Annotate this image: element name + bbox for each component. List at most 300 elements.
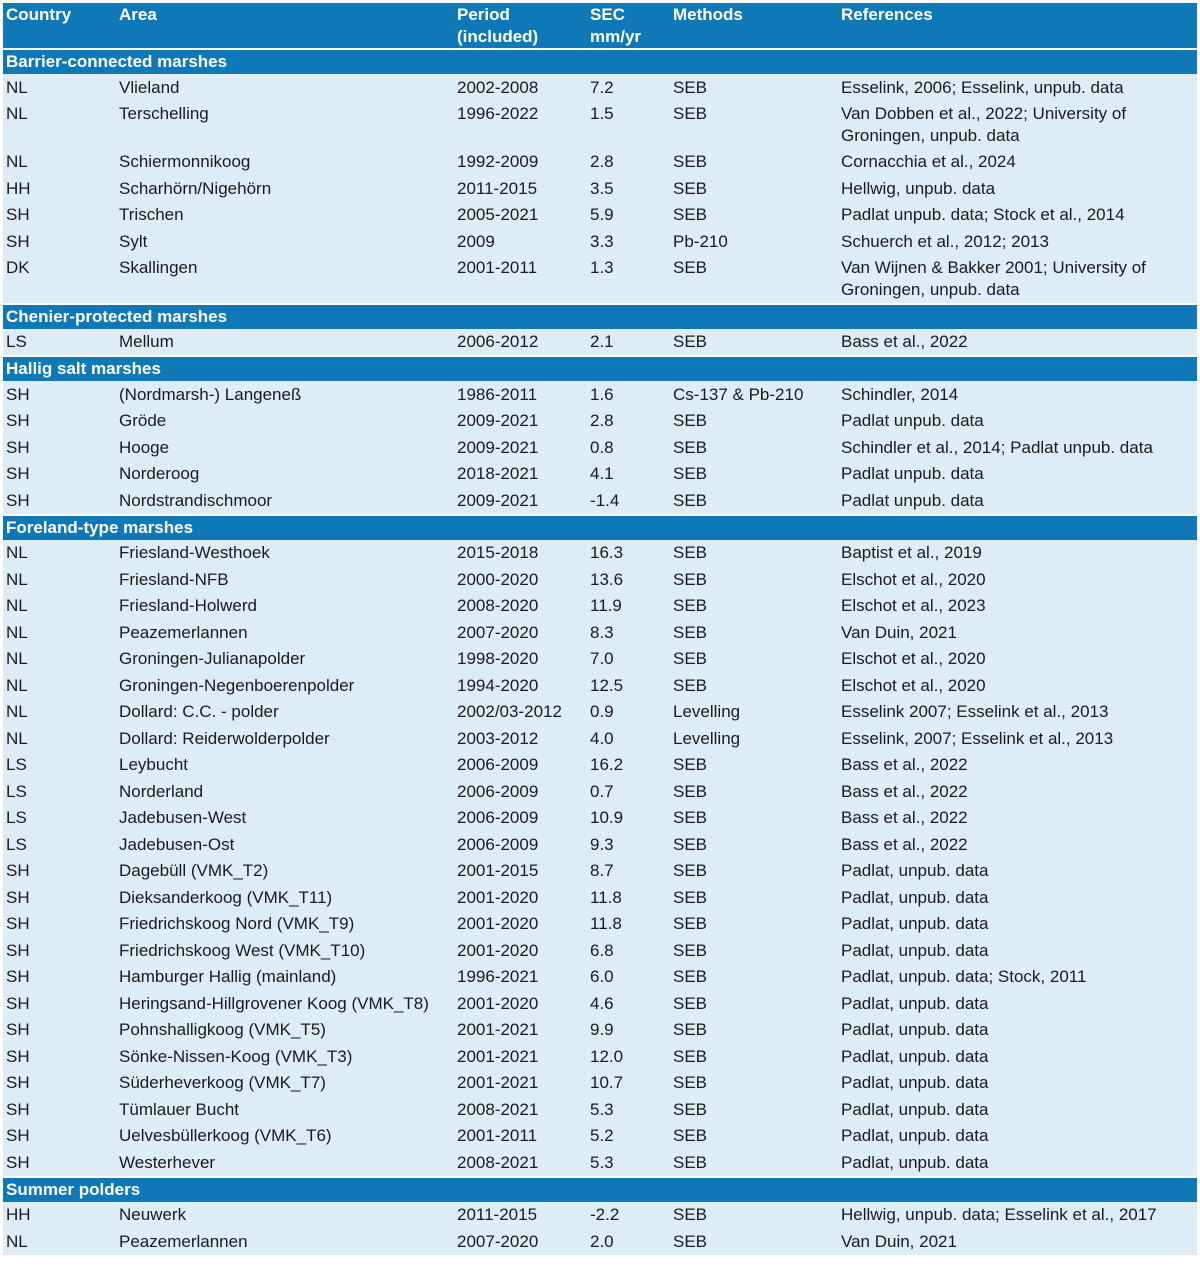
cell-area: Jadebusen-West — [116, 805, 454, 832]
cell-area: Friesland-Holwerd — [116, 593, 454, 620]
table-row — [3, 566, 1197, 593]
cell-reference: Padlat, unpub. data — [838, 1096, 1197, 1123]
cell-period: 2001-2020 — [454, 990, 587, 1017]
cell-sec: 2.8 — [587, 149, 670, 176]
cell-sec: 16.3 — [587, 540, 670, 567]
cell-area: Peazemerlannen — [116, 619, 454, 646]
cell-country: NL — [3, 646, 116, 673]
table-row — [3, 149, 1197, 176]
cell-period: 2001-2021 — [454, 1017, 587, 1044]
cell-country: SH — [3, 937, 116, 964]
table-row — [3, 778, 1197, 805]
cell-period: 2011-2015 — [454, 1202, 587, 1229]
cell-reference: Esselink, 2007; Esselink et al., 2013 — [838, 725, 1197, 752]
cell-reference: Padlat unpub. data; Stock et al., 2014 — [838, 202, 1197, 229]
cell-area: Vlieland — [116, 74, 454, 101]
cell-sec: -2.2 — [587, 1202, 670, 1229]
header-row — [3, 3, 1197, 48]
cell-sec: -1.4 — [587, 487, 670, 514]
cell-sec: 1.6 — [587, 381, 670, 408]
cell-method: SEB — [670, 805, 838, 832]
cell-reference: Van Duin, 2021 — [838, 619, 1197, 646]
cell-area: Hooge — [116, 434, 454, 461]
cell-method: SEB — [670, 175, 838, 202]
cell-area: Groningen-Julianapolder — [116, 646, 454, 673]
cell-country: SH — [3, 884, 116, 911]
cell-reference: Padlat, unpub. data — [838, 911, 1197, 938]
cell-area: Pohnshalligkoog (VMK_T5) — [116, 1017, 454, 1044]
header-references-label: References — [841, 5, 933, 24]
cell-sec: 7.2 — [587, 74, 670, 101]
cell-country: SH — [3, 858, 116, 885]
cell-country: SH — [3, 461, 116, 488]
cell-period: 2001-2011 — [454, 1123, 587, 1150]
cell-sec: 1.3 — [587, 255, 670, 303]
cell-period: 2001-2015 — [454, 858, 587, 885]
cell-country: SH — [3, 1123, 116, 1150]
cell-country: NL — [3, 101, 116, 149]
cell-period: 2001-2011 — [454, 255, 587, 303]
cell-country: SH — [3, 408, 116, 435]
cell-method: SEB — [670, 672, 838, 699]
cell-sec: 5.2 — [587, 1123, 670, 1150]
cell-area: Scharhörn/Nigehörn — [116, 175, 454, 202]
cell-area: Dollard: Reiderwolderpolder — [116, 725, 454, 752]
cell-country: NL — [3, 540, 116, 567]
cell-area: Schiermonnikoog — [116, 149, 454, 176]
cell-period: 2009-2021 — [454, 408, 587, 435]
section-title: Chenier-protected marshes — [3, 303, 1197, 329]
cell-method: SEB — [670, 990, 838, 1017]
cell-period: 2011-2015 — [454, 175, 587, 202]
table-row — [3, 1096, 1197, 1123]
cell-country: NL — [3, 74, 116, 101]
cell-sec: 13.6 — [587, 566, 670, 593]
cell-sec: 12.0 — [587, 1043, 670, 1070]
header-period-line2: (included) — [457, 27, 539, 46]
cell-sec: 11.8 — [587, 911, 670, 938]
table-row — [3, 1202, 1197, 1229]
table-row — [3, 725, 1197, 752]
cell-period: 2008-2021 — [454, 1096, 587, 1123]
header-country — [3, 3, 116, 48]
table-row — [3, 990, 1197, 1017]
cell-sec: 9.3 — [587, 831, 670, 858]
cell-method: SEB — [670, 101, 838, 149]
cell-country: LS — [3, 329, 116, 356]
cell-period: 2009-2021 — [454, 434, 587, 461]
cell-reference: Elschot et al., 2020 — [838, 566, 1197, 593]
cell-period: 2006-2009 — [454, 752, 587, 779]
table-row — [3, 699, 1197, 726]
cell-method: SEB — [670, 255, 838, 303]
cell-reference: Van Duin, 2021 — [838, 1228, 1197, 1255]
header-area — [116, 3, 454, 48]
cell-country: SH — [3, 1043, 116, 1070]
cell-sec: 10.9 — [587, 805, 670, 832]
cell-sec: 16.2 — [587, 752, 670, 779]
cell-country: NL — [3, 149, 116, 176]
cell-sec: 4.1 — [587, 461, 670, 488]
table-row — [3, 964, 1197, 991]
cell-area: Friesland-Westhoek — [116, 540, 454, 567]
cell-country: LS — [3, 778, 116, 805]
cell-period: 2018-2021 — [454, 461, 587, 488]
cell-sec: 3.5 — [587, 175, 670, 202]
cell-reference: Padlat unpub. data — [838, 487, 1197, 514]
cell-period: 2001-2020 — [454, 911, 587, 938]
cell-country: NL — [3, 593, 116, 620]
cell-method: SEB — [670, 1096, 838, 1123]
cell-area: Friesland-NFB — [116, 566, 454, 593]
cell-period: 2006-2009 — [454, 831, 587, 858]
cell-sec: 5.3 — [587, 1096, 670, 1123]
cell-reference: Padlat, unpub. data; Stock, 2011 — [838, 964, 1197, 991]
cell-method: SEB — [670, 1228, 838, 1255]
cell-area: Mellum — [116, 329, 454, 356]
cell-sec: 0.8 — [587, 434, 670, 461]
section-header-row — [3, 514, 1197, 540]
cell-period: 2002/03-2012 — [454, 699, 587, 726]
cell-country: SH — [3, 1070, 116, 1097]
cell-country: LS — [3, 752, 116, 779]
table-row — [3, 74, 1197, 101]
cell-period: 2006-2009 — [454, 778, 587, 805]
cell-sec: 0.7 — [587, 778, 670, 805]
table-row — [3, 255, 1197, 303]
cell-method: SEB — [670, 752, 838, 779]
table-row — [3, 858, 1197, 885]
cell-period: 2005-2021 — [454, 202, 587, 229]
header-sec-line1: SEC — [590, 5, 625, 24]
cell-country: SH — [3, 990, 116, 1017]
cell-sec: 4.0 — [587, 725, 670, 752]
cell-sec: 3.3 — [587, 228, 670, 255]
cell-period: 1996-2021 — [454, 964, 587, 991]
cell-reference: Padlat, unpub. data — [838, 884, 1197, 911]
table-row — [3, 1123, 1197, 1150]
cell-period: 1992-2009 — [454, 149, 587, 176]
cell-period: 2007-2020 — [454, 619, 587, 646]
table-row — [3, 911, 1197, 938]
cell-area: Sönke-Nissen-Koog (VMK_T3) — [116, 1043, 454, 1070]
cell-area: Groningen-Negenboerenpolder — [116, 672, 454, 699]
cell-country: NL — [3, 1228, 116, 1255]
cell-period: 2009 — [454, 228, 587, 255]
cell-country: DK — [3, 255, 116, 303]
cell-country: HH — [3, 1202, 116, 1229]
cell-sec: 9.9 — [587, 1017, 670, 1044]
cell-method: SEB — [670, 858, 838, 885]
cell-area: Hamburger Hallig (mainland) — [116, 964, 454, 991]
table-row — [3, 434, 1197, 461]
table-row — [3, 329, 1197, 356]
header-methods — [670, 3, 838, 48]
table-row — [3, 752, 1197, 779]
cell-area: (Nordmarsh-) Langeneß — [116, 381, 454, 408]
cell-reference: Elschot et al., 2020 — [838, 672, 1197, 699]
cell-reference: Padlat, unpub. data — [838, 1070, 1197, 1097]
cell-country: SH — [3, 1096, 116, 1123]
table-row — [3, 228, 1197, 255]
header-references — [838, 3, 1197, 48]
cell-method: SEB — [670, 566, 838, 593]
header-methods-label: Methods — [673, 5, 743, 24]
cell-method: SEB — [670, 964, 838, 991]
cell-country: NL — [3, 566, 116, 593]
cell-method: SEB — [670, 74, 838, 101]
cell-area: Gröde — [116, 408, 454, 435]
cell-reference: Padlat, unpub. data — [838, 1043, 1197, 1070]
section-title: Barrier-connected marshes — [3, 48, 1197, 74]
table-row — [3, 408, 1197, 435]
cell-reference: Baptist et al., 2019 — [838, 540, 1197, 567]
cell-method: SEB — [670, 461, 838, 488]
cell-reference: Bass et al., 2022 — [838, 805, 1197, 832]
cell-sec: 6.8 — [587, 937, 670, 964]
cell-reference: Van Wijnen & Bakker 2001; University of Groningen, unpub. data — [838, 255, 1197, 303]
table-row — [3, 461, 1197, 488]
cell-country: NL — [3, 725, 116, 752]
cell-area: Süderheverkoog (VMK_T7) — [116, 1070, 454, 1097]
cell-country: SH — [3, 434, 116, 461]
cell-country: NL — [3, 699, 116, 726]
cell-method: SEB — [670, 937, 838, 964]
cell-period: 1994-2020 — [454, 672, 587, 699]
cell-area: Skallingen — [116, 255, 454, 303]
cell-area: Westerhever — [116, 1149, 454, 1176]
cell-reference: Padlat, unpub. data — [838, 1123, 1197, 1150]
cell-period: 2015-2018 — [454, 540, 587, 567]
cell-reference: Esselink, 2006; Esselink, unpub. data — [838, 74, 1197, 101]
cell-method: SEB — [670, 1149, 838, 1176]
cell-sec: 2.8 — [587, 408, 670, 435]
section-title: Foreland-type marshes — [3, 514, 1197, 540]
cell-method: SEB — [670, 884, 838, 911]
cell-sec: 1.5 — [587, 101, 670, 149]
cell-method: SEB — [670, 149, 838, 176]
marsh-sec-table — [3, 3, 1197, 1255]
table-row — [3, 1017, 1197, 1044]
cell-period: 1986-2011 — [454, 381, 587, 408]
marsh-sec-table-container — [3, 3, 1197, 1255]
cell-period: 2007-2020 — [454, 1228, 587, 1255]
cell-area: Norderland — [116, 778, 454, 805]
cell-reference: Cornacchia et al., 2024 — [838, 149, 1197, 176]
table-row — [3, 381, 1197, 408]
cell-method: SEB — [670, 202, 838, 229]
cell-area: Friedrichskoog West (VMK_T10) — [116, 937, 454, 964]
cell-reference: Schuerch et al., 2012; 2013 — [838, 228, 1197, 255]
cell-sec: 8.3 — [587, 619, 670, 646]
cell-area: Dieksanderkoog (VMK_T11) — [116, 884, 454, 911]
cell-reference: Padlat, unpub. data — [838, 1149, 1197, 1176]
cell-area: Heringsand-Hillgrovener Koog (VMK_T8) — [116, 990, 454, 1017]
table-row — [3, 202, 1197, 229]
cell-reference: Padlat, unpub. data — [838, 937, 1197, 964]
cell-reference: Elschot et al., 2023 — [838, 593, 1197, 620]
cell-sec: 11.8 — [587, 884, 670, 911]
cell-period: 2006-2012 — [454, 329, 587, 356]
cell-reference: Padlat, unpub. data — [838, 1017, 1197, 1044]
cell-area: Norderoog — [116, 461, 454, 488]
table-row — [3, 1043, 1197, 1070]
cell-method: SEB — [670, 911, 838, 938]
cell-area: Uelvesbüllerkoog (VMK_T6) — [116, 1123, 454, 1150]
cell-period: 2001-2021 — [454, 1043, 587, 1070]
cell-method: SEB — [670, 1123, 838, 1150]
table-row — [3, 175, 1197, 202]
cell-method: Levelling — [670, 699, 838, 726]
cell-country: SH — [3, 1149, 116, 1176]
cell-sec: 2.0 — [587, 1228, 670, 1255]
header-period — [454, 3, 587, 48]
cell-method: Pb-210 — [670, 228, 838, 255]
cell-country: SH — [3, 911, 116, 938]
table-row — [3, 805, 1197, 832]
cell-country: SH — [3, 964, 116, 991]
cell-country: LS — [3, 831, 116, 858]
cell-reference: Padlat unpub. data — [838, 461, 1197, 488]
table-row — [3, 831, 1197, 858]
cell-period: 2001-2021 — [454, 1070, 587, 1097]
table-row — [3, 646, 1197, 673]
cell-country: SH — [3, 228, 116, 255]
cell-method: SEB — [670, 329, 838, 356]
cell-area: Dollard: C.C. - polder — [116, 699, 454, 726]
cell-period: 2009-2021 — [454, 487, 587, 514]
cell-reference: Van Dobben et al., 2022; University of Groningen, unpub. data — [838, 101, 1197, 149]
cell-country: SH — [3, 202, 116, 229]
cell-reference: Schindler, 2014 — [838, 381, 1197, 408]
cell-area: Nordstrandischmoor — [116, 487, 454, 514]
table-body — [3, 48, 1197, 1255]
cell-period: 2008-2020 — [454, 593, 587, 620]
cell-sec: 2.1 — [587, 329, 670, 356]
cell-method: SEB — [670, 487, 838, 514]
cell-reference: Esselink 2007; Esselink et al., 2013 — [838, 699, 1197, 726]
cell-period: 1998-2020 — [454, 646, 587, 673]
table-row — [3, 540, 1197, 567]
cell-sec: 6.0 — [587, 964, 670, 991]
cell-country: SH — [3, 487, 116, 514]
header-sec-line2: mm/yr — [590, 27, 642, 46]
cell-sec: 12.5 — [587, 672, 670, 699]
header-area-label: Area — [119, 5, 157, 24]
cell-reference: Hellwig, unpub. data — [838, 175, 1197, 202]
cell-reference: Schindler et al., 2014; Padlat unpub. data — [838, 434, 1197, 461]
cell-method: SEB — [670, 646, 838, 673]
cell-reference: Bass et al., 2022 — [838, 778, 1197, 805]
cell-area: Tümlauer Bucht — [116, 1096, 454, 1123]
cell-sec: 4.6 — [587, 990, 670, 1017]
section-header-row — [3, 48, 1197, 74]
cell-sec: 5.3 — [587, 1149, 670, 1176]
table-row — [3, 487, 1197, 514]
table-row — [3, 937, 1197, 964]
cell-sec: 10.7 — [587, 1070, 670, 1097]
cell-reference: Bass et al., 2022 — [838, 752, 1197, 779]
table-row — [3, 593, 1197, 620]
cell-area: Neuwerk — [116, 1202, 454, 1229]
cell-period: 2008-2021 — [454, 1149, 587, 1176]
cell-country: SH — [3, 1017, 116, 1044]
cell-area: Dagebüll (VMK_T2) — [116, 858, 454, 885]
cell-reference: Bass et al., 2022 — [838, 329, 1197, 356]
cell-period: 2003-2012 — [454, 725, 587, 752]
section-title: Hallig salt marshes — [3, 355, 1197, 381]
cell-sec: 5.9 — [587, 202, 670, 229]
cell-method: SEB — [670, 1070, 838, 1097]
cell-method: SEB — [670, 1202, 838, 1229]
cell-period: 2006-2009 — [454, 805, 587, 832]
cell-sec: 0.9 — [587, 699, 670, 726]
header-sec — [587, 3, 670, 48]
cell-area: Jadebusen-Ost — [116, 831, 454, 858]
cell-country: NL — [3, 619, 116, 646]
cell-area: Terschelling — [116, 101, 454, 149]
cell-area: Leybucht — [116, 752, 454, 779]
cell-reference: Padlat, unpub. data — [838, 990, 1197, 1017]
cell-area: Friedrichskoog Nord (VMK_T9) — [116, 911, 454, 938]
cell-method: SEB — [670, 408, 838, 435]
cell-reference: Padlat unpub. data — [838, 408, 1197, 435]
cell-period: 1996-2022 — [454, 101, 587, 149]
cell-country: SH — [3, 381, 116, 408]
cell-method: SEB — [670, 619, 838, 646]
cell-method: SEB — [670, 1043, 838, 1070]
cell-area: Trischen — [116, 202, 454, 229]
cell-sec: 8.7 — [587, 858, 670, 885]
section-header-row — [3, 303, 1197, 329]
cell-method: SEB — [670, 1017, 838, 1044]
cell-country: NL — [3, 672, 116, 699]
cell-reference: Padlat, unpub. data — [838, 858, 1197, 885]
table-row — [3, 619, 1197, 646]
cell-period: 2002-2008 — [454, 74, 587, 101]
cell-area: Peazemerlannen — [116, 1228, 454, 1255]
cell-sec: 11.9 — [587, 593, 670, 620]
cell-method: Cs-137 & Pb-210 — [670, 381, 838, 408]
cell-reference: Hellwig, unpub. data; Esselink et al., 2017 — [838, 1202, 1197, 1229]
cell-method: SEB — [670, 778, 838, 805]
cell-area: Sylt — [116, 228, 454, 255]
section-header-row — [3, 355, 1197, 381]
table-row — [3, 1149, 1197, 1176]
cell-sec: 7.0 — [587, 646, 670, 673]
table-row — [3, 672, 1197, 699]
table-row — [3, 1070, 1197, 1097]
cell-period: 2001-2020 — [454, 884, 587, 911]
cell-period: 2000-2020 — [454, 566, 587, 593]
cell-method: Levelling — [670, 725, 838, 752]
header-period-line1: Period — [457, 5, 510, 24]
cell-country: LS — [3, 805, 116, 832]
table-row — [3, 884, 1197, 911]
table-row — [3, 101, 1197, 149]
table-header — [3, 3, 1197, 48]
cell-method: SEB — [670, 831, 838, 858]
table-row — [3, 1228, 1197, 1255]
header-country-label: Country — [6, 5, 72, 24]
cell-method: SEB — [670, 434, 838, 461]
cell-reference: Elschot et al., 2020 — [838, 646, 1197, 673]
section-header-row — [3, 1176, 1197, 1202]
cell-method: SEB — [670, 540, 838, 567]
section-title: Summer polders — [3, 1176, 1197, 1202]
cell-method: SEB — [670, 593, 838, 620]
cell-reference: Bass et al., 2022 — [838, 831, 1197, 858]
